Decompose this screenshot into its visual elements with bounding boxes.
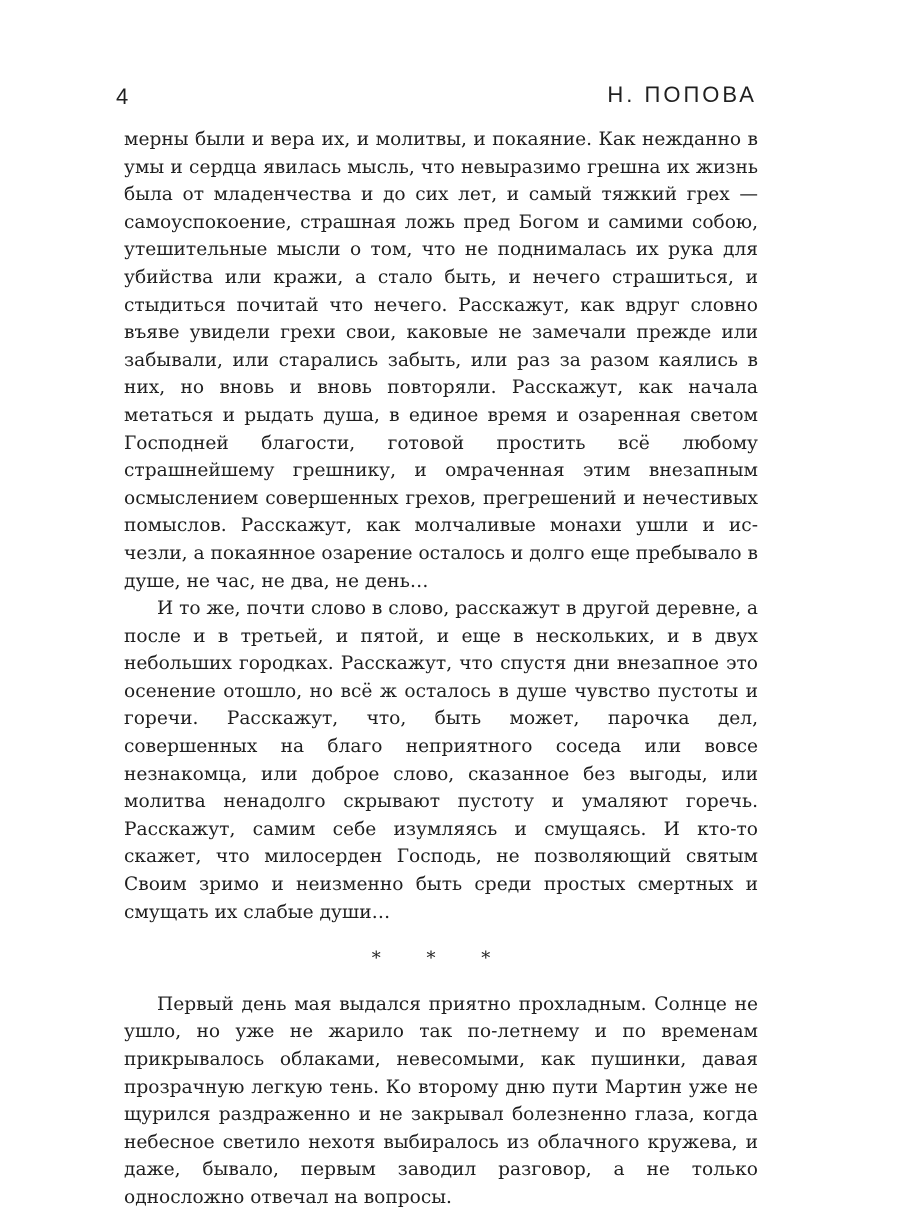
body-text — [124, 126, 758, 1212]
section-separator: * * * — [371, 948, 511, 970]
paragraph-continued: мерны были и вера их, и молитвы, и покаяние. Как нежданно в умы и сердца явилась мысль, что невыразимо грешна их жизнь была от младенчества и до сих лет, и самый тяжкий грех — самоуспокоение, страшная ложь пред Богом и самими собою, утешительные мысли о том, что не поднималась их рука для убийства или кражи, а стало быть, и нечего страшиться, и стыдиться почитай что нечего. Расскажут, как вдруг словно въяве увидели грехи свои, каковые не замечали прежде или забывали, или старались забыть, или раз за разом каялись в них, но вновь и вновь повторяли. Расскажут, как начала метаться и рыдать душа, в единое время и озаренная светом Господней благости, готовой простить всё любому страшнейшему грешнику, и омраченная этим внезапным осмыслением совершенных грехов, прегрешений и нечестивых помыслов. Расскажут, как молчаливые монахи ушли и исчезли, а покаянное озарение осталось и долго еще пребывало в душе, не час, не два, не день… — [124, 129, 758, 592]
paragraph: Первый день мая выдался приятно прохладным. Солнце не ушло, но уже не жарило так по-летнему и по временам прикрывалось облаками, невесомыми, как пушинки, давая прозрачную легкую тень. Ко второму дню пути Мартин уже не щурился раздраженно и не закрывал болезненно глаза, когда небесное светило нехотя выбиралось из облачного кружева, и даже, бывало, первым заводил разговор, а не только односложно отвечал на вопросы. — [124, 993, 758, 1208]
running-head-author: Н. ПОПОВА — [607, 82, 757, 107]
paragraph: И то же, почти слово в слово, расскажут в другой деревне, а после и в третьей, и пятой, и еще в нескольких, и в двух небольших городках. Расскажут, что спустя дни внезапное это осенение отошло, но всё ж осталось в душе чувство пустоты и горечи. Расскажут, что, быть может, парочка дел, совершенных на благо неприятного соседа или вовсе незнакомца, или доброе слово, сказанное без выгоды, или молитва ненадолго скрывают пустоту и умаляют горечь. Расскажут, самим себе изумляясь и смущаясь. И кто-то скажет, что милосерден Господь, не позволяющий святым Своим зримо и неизменно быть среди простых смертных и смущать их слабые души… — [124, 598, 758, 923]
page-number: 4 — [116, 84, 130, 109]
